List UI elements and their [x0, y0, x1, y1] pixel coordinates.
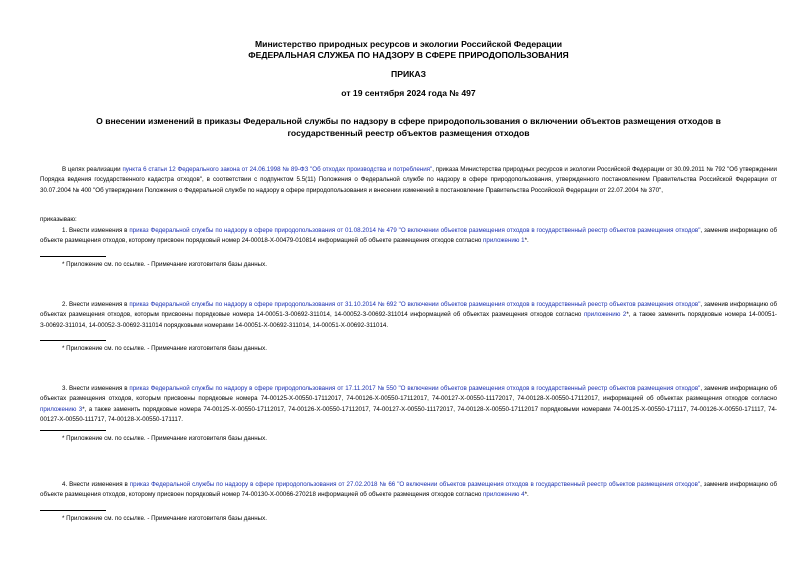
- law-link[interactable]: пункта 6 статьи 12 Федерального закона от 24.06.1998 № 89-ФЗ "Об отходах производства и потребления": [122, 166, 433, 173]
- item-2-paragraph: [40, 300, 777, 331]
- item-1-text-1: 1. Внести изменения в: [62, 227, 130, 234]
- item-1-text-3: *.: [524, 237, 529, 245]
- item-4-paragraph: [40, 480, 777, 501]
- item-2-text-3: *, а также заменить порядковые номера 14-00051-З-00692-311014, 14-00052-З-00692-311014 порядковыми номерами 14-00051-Х-00692-311014, 14-00051-Х-00692-311014.: [40, 311, 777, 329]
- item-3-text-2: , заменив информацию об объектах размещения отходов, которым присвоены порядковые номера 74-00125-Х-00550-17112017, 74-00126-Х-00550-17112017, 74-00127-Х-00550-11172017, 74-00128-Х-00550-17112017, информацией об объектах размещения отходов согласно: [40, 385, 777, 403]
- item-2-appendix-link[interactable]: приложению 2: [583, 311, 627, 319]
- ministry-name: Министерство природных ресурсов и экологии Российской Федерации: [255, 39, 562, 49]
- item-3-text-1: 3. Внести изменения в: [62, 385, 130, 392]
- footnote-divider: [40, 340, 106, 341]
- item-1-text-2: , заменив информацию об объекте размещения отходов, которому присвоен порядковый номер 24-00018-Х-00479-010814 информацией об объекте размещения отходов согласно: [40, 227, 777, 245]
- order-title: О внесении изменений в приказы Федеральной службы по надзору в сфере природопользования о включении объектов размещения отходов в государственный реестр объектов размещения отходов: [96, 116, 721, 138]
- order-heading: ПРИКАЗ: [391, 69, 426, 79]
- item-4-text-2: , заменив информацию об объекте размещения отходов, которому присвоен порядковый номер 74-00130-Х-00066-270218 информацией об объекте размещения отходов согласно: [40, 481, 778, 499]
- item-3-text-3: *, а также заменить порядковые номера 74-00125-Х-00550-17112017, 74-00126-Х-00550-17112017, 74-00127-Х-00550-11172017, 74-00128-Х-00550-17112017 порядковыми номерами 74-00125-Х-00550-171117, 74-00126-Х-00550-171117, 74-00127-Х-00550-111717, 74-00128-Х-00550-171117.: [40, 405, 777, 423]
- preamble-text-2: , приказа Министерства природных ресурсов и экологии Российской Федерации от 30.09.2011 № 792 "Об утверждении Порядка ведения государственного кадастра отходов", в соответствии с подпунктом 5.5(11) Положения о Федеральной службе по надзору в сфере природопользования, утвержденного постановлением Правительства Российской Федерации от 30.07.2004 № 400 "Об утверждении Положения о Федеральной службе по надзору в сфере природопользования и внесении изменений в постановление Правительства Российской Федерации от 22.07.2004 № 370",: [40, 166, 777, 194]
- item-2-order-link[interactable]: приказ Федеральной службы по надзору в сфере природопользования от 31.10.2014 № 692 "О включении объектов размещения отходов в государственный реестр объектов размещения отходов": [129, 301, 701, 308]
- orders-line: приказываю:: [40, 216, 77, 223]
- item-1-footnote: * Приложение см. по ссылке. - Примечание изготовителя базы данных.: [62, 261, 267, 268]
- item-1-appendix-link[interactable]: приложению 1: [483, 237, 525, 245]
- footnote-divider: [40, 256, 106, 257]
- preamble-paragraph: [40, 165, 777, 196]
- item-2-text-2: , заменив информацию об объектах размещения отходов, которым присвоены порядковые номера 14-00051-З-00692-311014, 14-00052-З-00692-311014 информацией об объектах размещения отходов согласно: [40, 301, 777, 319]
- service-name: ФЕДЕРАЛЬНАЯ СЛУЖБА ПО НАДЗОРУ В СФЕРЕ ПРИРОДОПОЛЬЗОВАНИЯ: [248, 50, 569, 60]
- item-1-order-link[interactable]: приказ Федеральной службы по надзору в сфере природопользования от 01.08.2014 № 479 "О включении объектов размещения отходов в государственный реестр объектов размещения отходов": [129, 227, 701, 234]
- item-1-paragraph: [40, 226, 777, 247]
- preamble-text-1: В целях реализации: [62, 166, 123, 173]
- item-2-footnote: * Приложение см. по ссылке. - Примечание изготовителя базы данных.: [62, 345, 267, 352]
- item-4-appendix-link[interactable]: приложению 4: [483, 491, 525, 499]
- item-3-paragraph: [40, 384, 777, 425]
- footnote-divider: [40, 430, 106, 431]
- item-3-appendix-link[interactable]: приложению 3: [40, 405, 83, 413]
- item-4-footnote: * Приложение см. по ссылке. - Примечание изготовителя базы данных.: [62, 515, 267, 522]
- item-3-order-link[interactable]: приказ Федеральной службы по надзору в сфере природопользования от 17.11.2017 № 550 "О включении объектов размещения отходов в государственный реестр объектов размещения отходов": [129, 385, 701, 392]
- item-2-text-1: 2. Внести изменения в: [62, 301, 130, 308]
- order-date: от 19 сентября 2024 года № 497: [341, 88, 476, 98]
- item-4-order-link[interactable]: приказ Федеральной службы по надзору в сфере природопользования от 27.02.2018 № 66 "О включении объектов размещения отходов в государственный реестр объектов размещения отходов": [129, 481, 701, 488]
- item-3-footnote: * Приложение см. по ссылке. - Примечание изготовителя базы данных.: [62, 435, 267, 442]
- item-4-text-1: 4. Внести изменения в: [62, 481, 130, 488]
- footnote-divider: [40, 510, 106, 511]
- item-4-text-3: *.: [524, 491, 529, 499]
